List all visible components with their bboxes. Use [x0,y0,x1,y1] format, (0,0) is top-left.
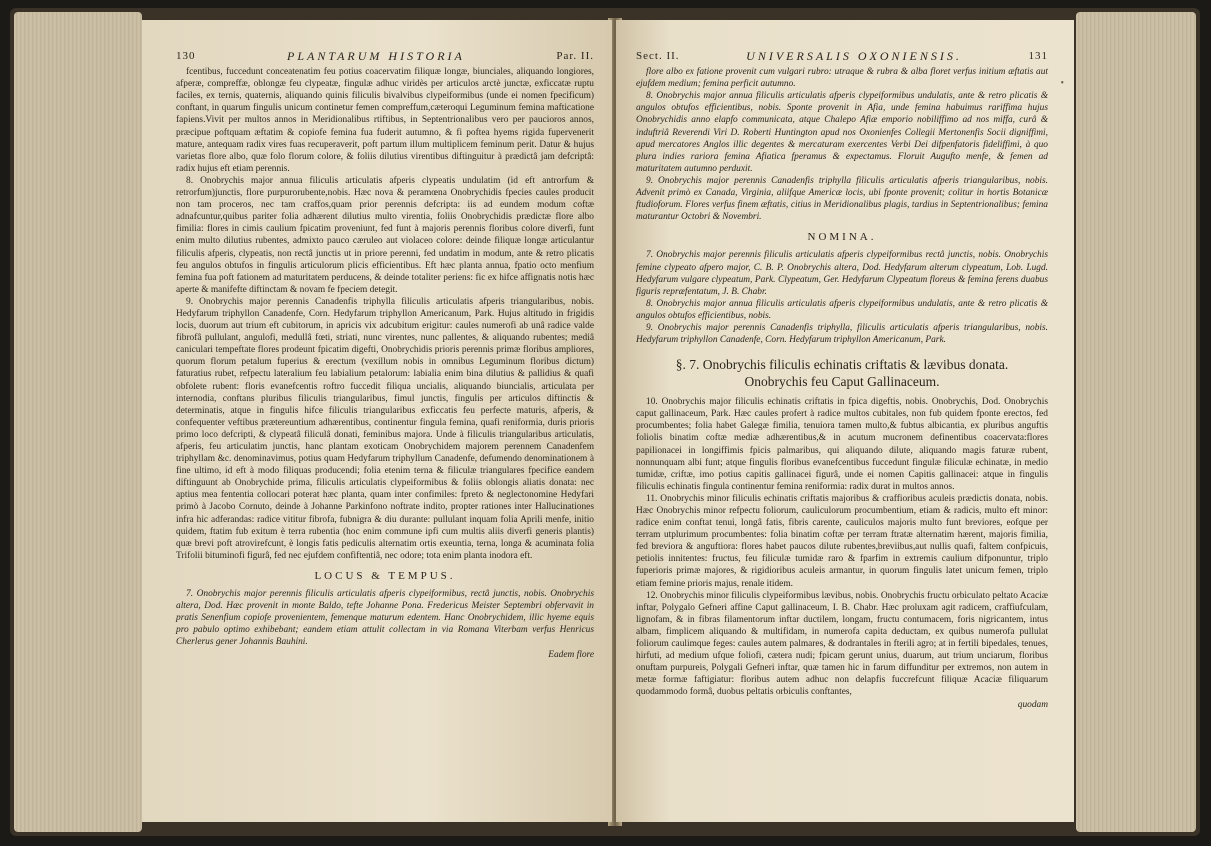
left-paragraph: 9. Onobrychis major perennis Canadenfis triphylla filiculis articulatis afperis triangularibus, nobis. Hedyfarum triphyllon Canadenfe, Corn. Hedyfarum triphyllon Americanum, Park. Hujus altitudo in frigidis locis, duorum aut trium eft cubitorum, in apricis vix adcubitum erigitur: caules numerofi ab unâ radice valde fibrofâ pullulant, angulofi, medullâ fœti, striati, nunc virentes, nunc pallentes, & aliquando rubentes; mediâ caniculari tempeftate flores prodeunt fpicatim digefti, Onobrychidis prioris perennis primæ floribus ampliores, quorum florum petalum fuperius & erectum (vexillum nobis in omnibus Leguminum floribus dictum) faturatius rubet, refpectu lateralium feu labialium petalorum: labialia enim bina dilutius & pallidius & quafi obfolete rubent: floris evanefcentis roftro fuccedit filiqua uncialis, aliquando biuncialis, articulata per internodia, conftans pluribus filiculis triangularibus, fimul junctis, fingulis per articulos diftinctis & determinatis, atque in fingulis hifce filiculis triangularibus exficcatis feu perfecte maturis, afperis, & confequenter veftibus prætereuntium adhærentibus, continentur fingula femina, quafi reniformia, duris prioris primo loco defcripti, & clypeatâ filiculâ donati, feminibus majora. Unde à filiculis triangularibus articulatis, afperis, feu articulatim junctis, hanc plantam exoticam Onobrychidem majorem perennem Canadenfem triphyllam &c. denominavimus, potius quam Hedyfarum triphyllum Canadenfe, defumendo denominationem à fine ultimo, id eft à modo filiquas producendi; folia etenim terna & filiculæ triangulares fpecifice eandem diftinguunt ab Onobrychide prima, filiculis articulatis clypeiformibus & foliis oblongis aliatis donata: nec aptius mea fententia collocari poterat hæc planta, quam inter confimiles: fpreto & neglectonomine Hedyfari primò à Jacobo Cornuto, deinde à Johanne Parkinfono noftrate indito, propter rationes inter Hallucinationes infra hic adferandas: radice vititur fibrofa, fubnigra & diu durante: pullulant inquam folia Aprili menfe, initio quidem, ftatim fub exitum è terra rubentia (hoc enim commune ipfi cum multis aliis diverfi generis plantis) quæ brevi poft atrovirefcunt, è longis fatis pediculis alternatim ortis exeuntia, terna, longa & acuminata folia Trifolii bituminofi figurâ, fed nec ejufdem confiftentiâ, nec odore; tota enim planta inodora eft. [176,296,594,561]
right-paragraph: flore albo ex fatione provenit cum vulgari rubro: utraque & rubra & alba floret verfus initium æftatis aut ejufdem medium; femina perficit autumno. [636,67,1048,90]
right-page-edges [1076,12,1196,832]
right-page [616,20,1074,822]
right-page-number: 131 [1028,50,1048,62]
nomina-entry: 8. Onobrychis major annua filiculis articulatis afperis clypeiformibus undulatis, ante & retro plicatis & angulos obtufos efficientibus, nobis. [636,298,1048,321]
right-paragraph: 8. Onobrychis major annua filiculis articulatis afperis clypeiformibus undulatis, ante & retro plicatis & angulos obtufos efficientibus, nobis. Sponte provenit in Afia, unde femina habuimus rariffima hujus Onobrychidis anno elapfo communicata, atque Chalepo Afiæ emporio nobiliffimo ad nos miffa, curâ & induftriâ Reverendi Viri D. Roberti Huntington apud nos Oxonienfes Collegii Mertonenfis Socii digniffimi, apud mercatores Anglos illic degentes & mercaturam exercentes Verbi Dei difpenfatoris fideliffimi, à quo plura indies rariora femina Afiatica fperamus & expectamus. Floruit Augufto menfe, & femen ad maturitatem autumno perduxit. [636,91,1048,174]
section-7-paragraph: 10. Onobrychis major filiculis echinatis criftatis in fpica digeftis, nobis. Onobrychis, Dod. Onobrychis caput gallinaceum, Park. Hæc caules profert à radice multos cubitales, non fub quidem fponte erectos, fed procumbentes; folia habet Galegæ fimilia, tenuiora tamen multo,& fubtus albicantia, ex pluribus anguftis foliolis binatim coftæ mediæ adhærentibus,& in acutum mucronem definentibus coacervata:flores papilionacei in longiffimis fpicis palmaribus, qui aliquando dilute, aliquando magis faturæ rubent, nonnunquam albi funt; atque fingulis floribus evanefcentibus fuccedunt fingulæ filiculæ echinatæ, in medio tumidæ, criftæ, imo potius capitis gallinacei figurâ, unde ei nomen Capitis gallinacei: atque in fingulis filiculis echinatis fingula continentur femina reniformia: radix durat in multos annos. [636,397,1048,492]
right-running-title: UNIVERSALIS OXONIENSIS. [746,49,962,63]
left-page-edges [14,12,142,832]
section-7-paragraph: 11. Onobrychis minor filiculis echinatis criftatis majoribus & craffioribus aculeis prædictis donata, nobis. Hæc Onobrychis minor refpectu foliorum, cauliculorum procumbentium, etiam & radicis, multo eft minor: radice enim conftat tenui, longâ fatis, fibris carente, cauliculos majoris multo funt breviores, eofque per terram utplurimum procumbentes: folia binatim coftæ per terram ftratæ alternatim hærent, majoris fimilia, fed breviora & anguftiora: flores habet paucos dilute rubentes,breviibus,aut nullis quafi, faltem confpicuis, petiolis innitentes: fructus, feu filiculæ tumidæ raro & fparfim in extremis caulium difponuntur, triplo fuperioris primæ majores, & rigidioribus aculeis armantur, in quorum fingulis latet unicum femen, triplo etiam femine prioris majus, renale itidem. [636,493,1048,589]
right-section-label: Sect. II. [636,50,680,62]
right-catchword: quodam [1017,699,1048,710]
section-7-heading-line-1: §. 7. Onobrychis filiculis echinatis criftatis & lævibus donata. [675,357,1009,373]
locus-tempus-heading: LOCUS & TEMPUS. [314,569,456,582]
open-book [10,8,1200,836]
left-paragraph: 8. Onobrychis major annua filiculis articulatis afperis clypeatis undulatim (id eft antrorfum & retrorfum)junctis, flore purpurorubente,nobis. Hæc nova & peramœna Onobrychidis fpecies caules producit non tam proceros, nec tam craffos,quam prior perennis defcripta: iis ad eundem modum coftæ adnafcuntur,quibus pariter folia adhærent dilutius multo virentia, foliis Onobrychidis prædictæ flore albo fimilia: flores in cimis caulium fpicatim proveniunt, fed funt à majoris perennis floribus colore diverfi, funt enim multo dilutius rubentes, admixto pauco cæruleo aut violaceo colore: deinde filiquæ longæ articulantur filiculis afperis, clypeatis, non rectâ junctis ut in priore perenni, fed undatim in modum, ante & retro plicatis feu angulos obtufos in fingulis articulorum plicis efficientibus. Eft hæc planta annua, fpatio octo menfium femina fua poft fationem ad maturitatem perducens, & deinde totaliter periens: fic ex hifce affignatis notis hæc aperte & manifefte diftinctam & novam fe fpeciem detegit. [176,175,594,295]
left-paragraph: fcentibus, fuccedunt conceatenatim feu potius coacervatim filiquæ longæ, biunciales, aliquando longiores, afperæ, compreffæ, oblongæ feu clypeatæ, fingulæ adhuc viridès per articulos arctè junctæ, exficcatæ ruptu faciles, ex ternis, quaternis, aliquando quinis filiculis bivalvibus clypeiformibus (unde ei nomen fpecificum) conftant, in quarum fingulis unicum continetur femen compreffum,cæteroqui Leguminum femina mafticatione fapiens.Vivit per multos annos in Meridionalibus rtiftibus, in Septentrionalibus vero per paucioros annos, præcipue poftquam æftatim & copiofe femina fua fuderit autumno, & fi poftea hyems rigida fupervenerit mature, antequam radix vires fuas recuperaverit, poft partum illum multiplicem feminum perit. Datur & hujus varietas flore albo, quæ folo florum colore, & foliis dilutius virentibus diftinguitur à prædictâ jam defcriptâ: radix hujus eft etiam perennis. [176,67,594,174]
right-running-head [636,50,1048,62]
right-paragraph: 9. Onobrychis major perennis Canadenfis triphylla filiculis articulatis afperis triangularibus, nobis. Advenit primò ex Canada, Virginia, aliifque Americæ locis, ubi fponte provenit; colitur in hortis Botanicæ ftudioforum. Flores verfus finem æftatis, citius in Meridionalibus plagis, tardius in Septentrionalibus; femina maturantur Octobri & Novembri. [636,175,1048,223]
section-7-heading [636,356,1048,390]
left-page [142,20,612,822]
locus-paragraph: 7. Onobrychis major perennis filiculis articulatis afperis clypeiformibus, rectâ junctis, nobis. Onobrychis altera, Dod. Hæc provenit in monte Baldo, tefte Johanne Pona. Fredericus Meister Septembri obfervavit in pratis Senenfium copiofe provenientem, femenque maturum edentem. Hanc Onobrychidem, illic hyeme equis pro pabulo optimo exhibebant; eandem etiam attulit collectam in via Romana Viterbam verfus Henricus Cherlerus gener Johannis Bauhini. [176,589,594,648]
left-page-number: 130 [176,50,196,62]
left-running-head [176,50,594,62]
section-7-heading-line-2: Onobrychis feu Caput Gallinaceum. [744,374,940,390]
left-part-label: Par. II. [556,50,594,62]
nomina-entry: 9. Onobrychis major perennis Canadenfis triphylla, filiculis articulatis afperis triangularibus, nobis. Hedyfarum triphyllon Canadenfe, Corn. Hedyfarum triphyllon Americanum, Park. [636,322,1048,346]
nomina-entry: 7. Onobrychis major perennis filiculis articulatis afperis clypeiformibus rectâ junctis, nobis. Onobrychis femine clypeato afpero major, C. B. P. Onobrychis altera, Dod. Hedyfarum alterum clypeatum, Lob. Lugd. Hedyfarum vulgare clypeatum, Park. Clypeatum, Ger. Hedyfarum Clypeatum floreus & femina ferens duabus figuris repræfentatum, J. B. Chabr. [636,250,1048,297]
section-7-paragraph: 12. Onobrychis minor filiculis clypeiformibus lævibus, nobis. Onobrychis fructu orbiculato peltato Acaciæ inftar, Polygalo Gefneri affine Caput gallinaceum, I. B. Chabr. Hæc proluxam agit radicem, craffiufculam, lignofam, & in fibras filamentorum inftar ductilem, longam, fructu contumacem, foris nigricantem, intus albam, fimplicem aliquando & multifidam, in numerofa capita deductam, ex quibus numerofa pullulat foliorum caulimque feges: caules autem palmares, & dodrantales in fterili agro; at in fertili bipedales, tenues, hirfuti, ad medium ufque foliofi, cætera nudi; fpicam gerunt unius, duarum, aut trium unciarum, floribus onuftam purpureis, Polygali Gefneri inftar, quæ tamen hic in farum diffunditur per extremos, non autem in metæ formæ faftigiatur: floribus autem adhuc non delapfis fuccrefcunt filiquæ Acaciæ filiquarum quodammodo formâ, duobus peltatis orbiculis conftantes, [636,590,1048,698]
left-running-title: PLANTARUM HISTORIA [286,49,465,63]
left-catchword: Eadem flore [548,649,594,660]
ink-fleck: • [1060,78,1064,89]
nomina-heading: NOMINA. [807,231,877,244]
